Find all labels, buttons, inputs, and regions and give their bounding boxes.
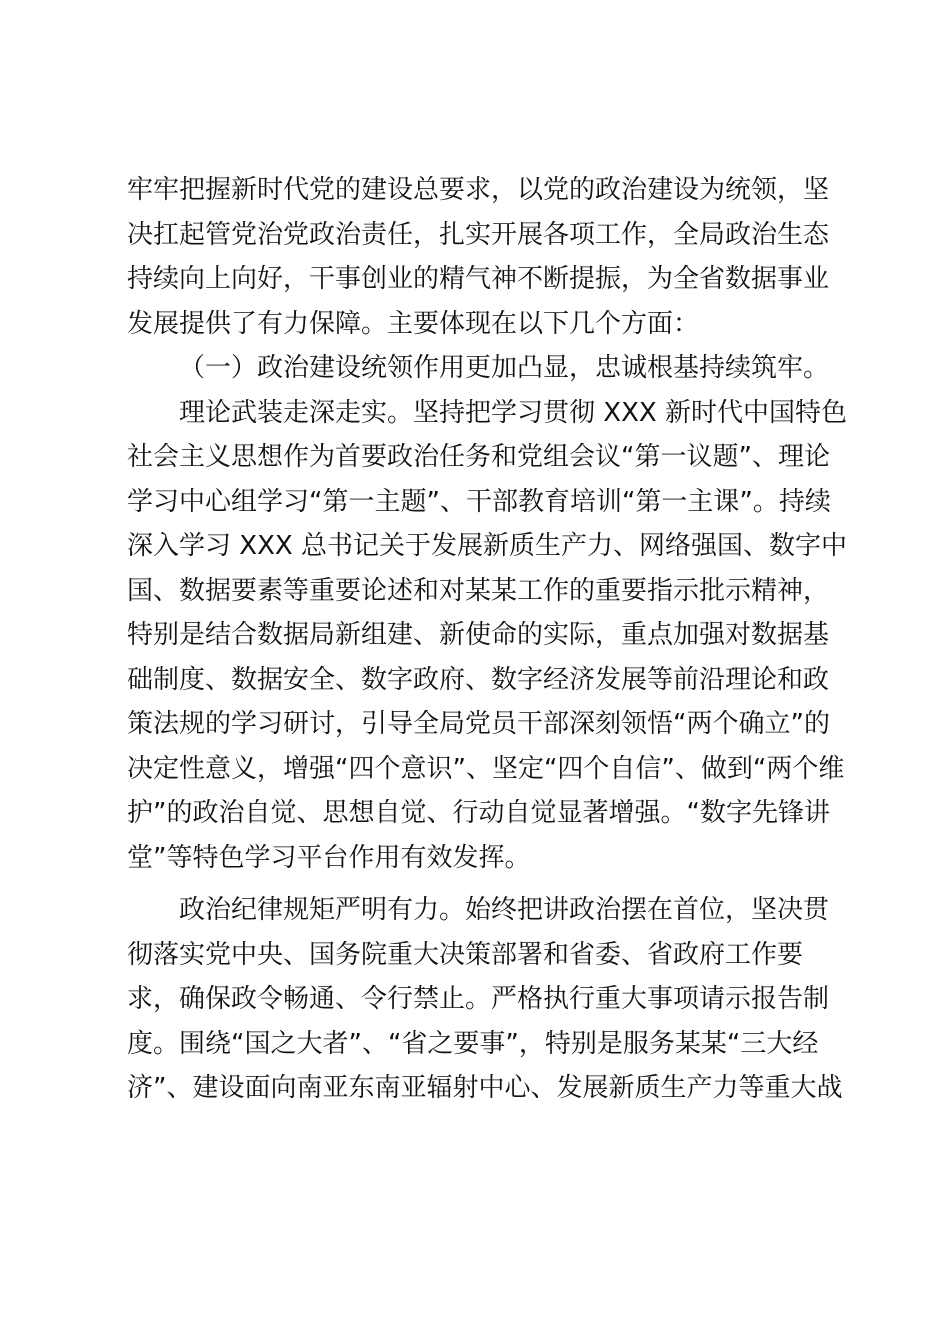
body-line: 牢牢把握新时代党的建设总要求，以党的政治建设为统领，坚 (127, 175, 830, 205)
body-line: 特别是结合数据局新组建、新使命的实际，重点加强对数据基 (127, 620, 830, 650)
body-line: 学习中心组学习“第一主题”、干部教育培训“第一主课”。持续 (127, 486, 831, 517)
body-line: 持续向上向好，干事创业的精气神不断提振，为全省数据事业 (127, 264, 830, 294)
body-line: 国、数据要素等重要论述和对某某工作的重要指示批示精神， (127, 575, 830, 606)
body-line: 策法规的学习研讨，引导全局党员干部深刻领悟“两个确立”的 (127, 709, 830, 739)
body-line: 度。围绕“国之大者”、“省之要事”，特别是服务某某“三大经 (127, 1028, 819, 1059)
section-heading: （一）政治建设统领作用更加凸显，忠诚根基持续筑牢。 (179, 353, 830, 383)
body-line: 决定性意义，增强“四个意识”、坚定“四个自信”、做到“两个维 (127, 753, 845, 784)
body-line: 求，确保政令畅通、令行禁止。严格执行重大事项请示报告制 (127, 984, 830, 1014)
body-line: 彻落实党中央、国务院重大决策部署和省委、省政府工作要 (127, 939, 804, 970)
body-line: 堂”等特色学习平台作用有效发挥。 (127, 842, 531, 873)
paragraph-first-line: 理论武装走深走实。坚持把学习贯彻 XXX 新时代中国特色 (179, 397, 847, 428)
document-body (127, 168, 847, 1111)
body-line: 济”、建设面向南亚东南亚辐射中心、发展新质生产力等重大战 (127, 1073, 843, 1103)
body-line: 护”的政治自觉、思想自觉、行动自觉显著增强。“数字先锋讲 (127, 798, 830, 828)
paragraph-gap (127, 880, 837, 888)
body-line: 发展提供了有力保障。主要体现在以下几个方面： (127, 308, 700, 339)
body-line: 础制度、数据安全、数字政府、数字经济发展等前沿理论和政 (127, 664, 830, 695)
body-line: 深入学习 XXX 总书记关于发展新质生产力、网络强国、数字中 (127, 531, 847, 561)
body-line: 社会主义思想作为首要政治任务和党组会议“第一议题”、理论 (127, 442, 830, 472)
paragraph-first-line: 政治纪律规矩严明有力。始终把讲政治摆在首位，坚决贯 (179, 895, 830, 925)
body-line: 决扛起管党治党政治责任，扎实开展各项工作，全局政治生态 (127, 219, 830, 250)
